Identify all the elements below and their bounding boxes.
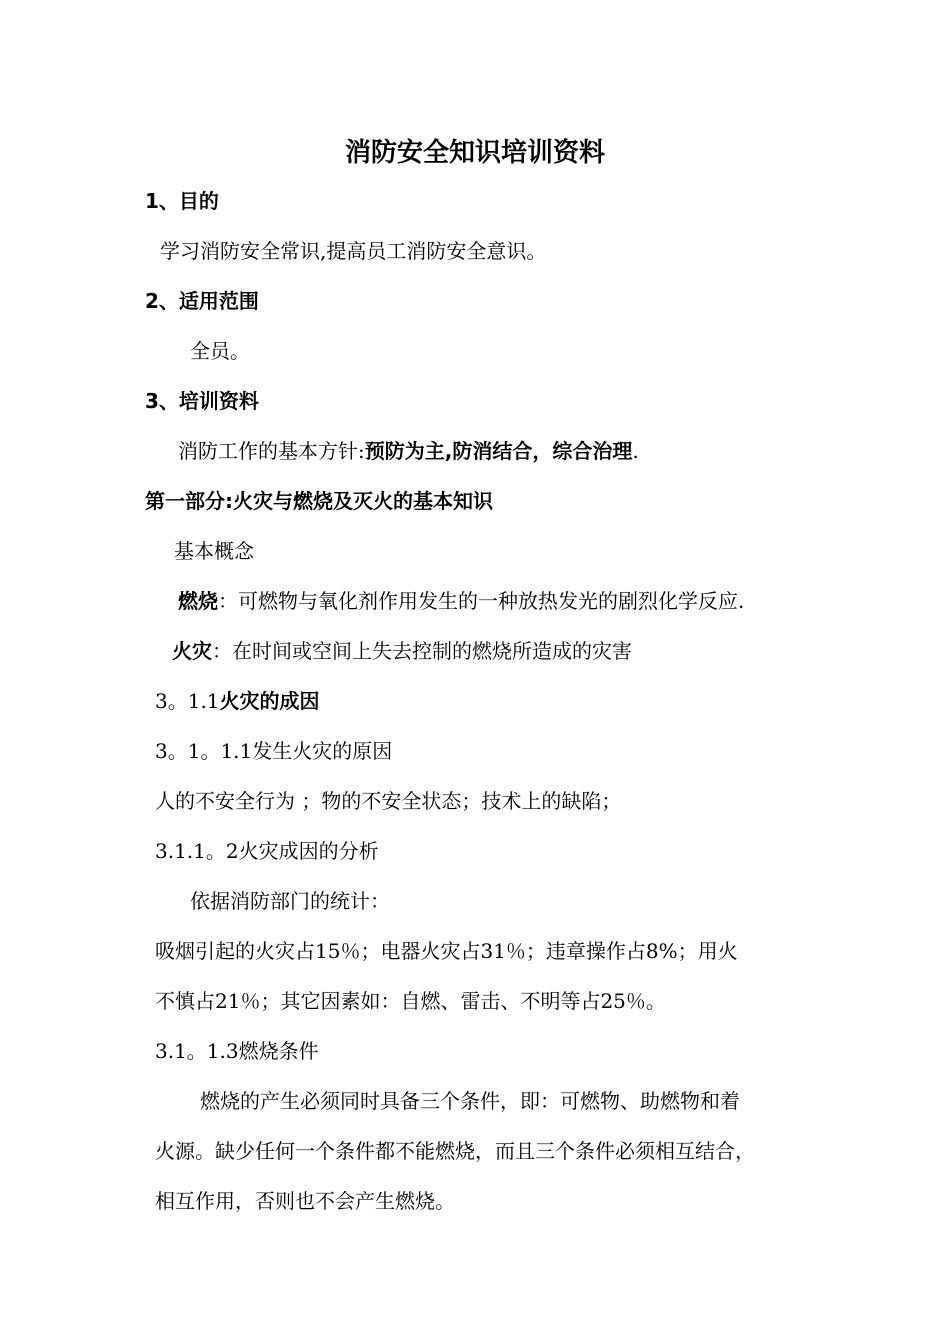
fire-def: ：在时间或空间上失去控制的燃烧所造成的灾害	[212, 639, 632, 663]
fire-policy-bold: 预防为主,防消结合，综合治理	[364, 439, 633, 463]
combustion-def: ：可燃物与氧化剂作用发生的一种放热发光的剧烈化学反应.	[218, 589, 745, 613]
document-title: 消防安全知识培训资料	[344, 138, 605, 168]
conditions-line-1: 燃烧的产生必须同时具备三个条件，即：可燃物、助燃物和着	[200, 1089, 740, 1113]
combustion-term: 燃烧	[178, 589, 218, 613]
section-3-1-1-2-heading: 3.1.1。2火灾成因的分析	[155, 839, 379, 863]
stats-line-1: 吸烟引起的火灾占15％；电器火灾占31％；违章操作占8%；用火	[155, 939, 738, 963]
section-3-1-1-title: 火灾的成因	[219, 689, 320, 713]
section-1-heading: 1、目的	[145, 189, 219, 213]
stats-intro: 依据消防部门的统计：	[190, 889, 390, 913]
stats-line-2: 不慎占21％；其它因素如：自燃、雷击、不明等占25％。	[155, 989, 666, 1013]
section-2-heading: 2、适用范围	[145, 289, 259, 313]
fire-policy-suffix: .	[632, 439, 639, 463]
fire-definition	[172, 638, 632, 664]
part-1-heading: 第一部分:火灾与燃烧及灭火的基本知识	[145, 489, 493, 513]
conditions-line-3: 相互作用，否则也不会产生燃烧。	[155, 1189, 455, 1213]
fire-causes-text: 人的不安全行为 ；物的不安全状态；技术上的缺陷；	[155, 789, 622, 813]
conditions-line-2: 火源。缺少任何一个条件都不能燃烧，而且三个条件必须相互结合，	[155, 1139, 755, 1163]
section-1-text: 学习消防安全常识,提高员工消防安全意识。	[160, 239, 547, 263]
section-2-text: 全员。	[190, 339, 250, 363]
fire-term: 火灾	[172, 639, 212, 663]
section-3-1-1-number: 3。1.1	[155, 689, 220, 713]
combustion-definition	[178, 588, 744, 614]
fire-policy-line	[178, 438, 639, 464]
section-3-heading: 3、培训资料	[145, 389, 259, 413]
section-3-1-1-heading	[155, 688, 320, 714]
section-3-1-1-3-heading: 3.1。1.3燃烧条件	[155, 1039, 319, 1063]
section-3-1-1-1-heading: 3。1。1.1发生火灾的原因	[155, 739, 393, 763]
fire-policy-prefix: 消防工作的基本方针:	[178, 439, 365, 463]
basic-concepts-label: 基本概念	[174, 539, 254, 563]
